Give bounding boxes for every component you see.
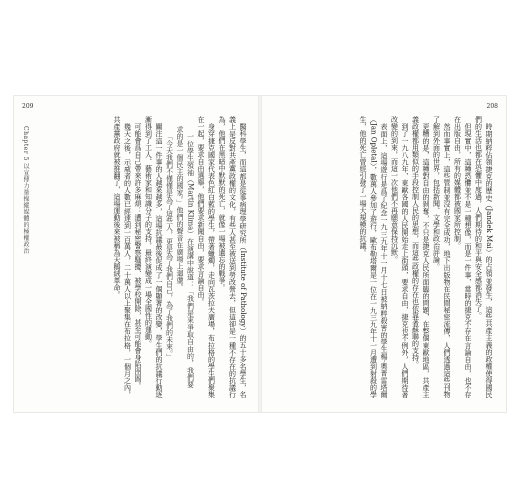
body-text bbox=[36, 116, 248, 398]
paragraph: 更糟的是，這種對自由的剝奪，不只是捷克人民所面臨的問題，在整個東歐地區，共產主義政權都用類似的手段控制人民的思想，而這些政權的存在也依靠著蘇聯的支持。 bbox=[411, 116, 430, 398]
paragraph: 然而事實上，這些管制並沒有完全成功，地下出版物在民間秘密流傳，人們透過這些刊物了解到外面的世界，包括新聞、文學和政治評論。 bbox=[432, 116, 451, 398]
body-text bbox=[272, 116, 494, 398]
right-page bbox=[260, 96, 506, 412]
page-number: 209 bbox=[22, 103, 34, 110]
paragraph: 但現實中，這種恐懼並不是一種想像，而是一件事，當時的捷克不存在言論自由，也不存在出版自由，所有的媒體都被國家所控制。 bbox=[453, 116, 472, 398]
paragraph: 幾天之後，示威者的人數已經達到一百萬人，二十萬人以上聚集在布拉格，一個月之內，共產黨政府就被推翻了，這場運動後來被稱為天鵝絨革命。 bbox=[113, 116, 132, 398]
block-quote: 「今天我們不僅僅是為了這些人，更是為了我們自己，為了我們的未來。」 bbox=[165, 133, 174, 361]
page-number: 208 bbox=[486, 103, 498, 110]
paragraph: 時期納粹佔領捷克的歷史（Jandek Mai）的占領並發生，這些共產主義的政權使得國民們的生活也都在恐懼中度過，人們期待的和平與安全感都消失了。 bbox=[474, 116, 493, 398]
book-spread bbox=[14, 96, 506, 412]
left-page bbox=[14, 96, 260, 412]
paragraph: 關注這一件事的人越來越多，這場抗議最後促成了一個顯著的改變，學生們的抗議行動逐漸得到了工人、藝術家和知識分子的支持，最終演變成一場全國性的運動。 bbox=[144, 116, 163, 398]
block-quote: 一位學生領袖（Martin Klima）在演講中說道：「我們是來爭取自由的，我們要求的是一個民主的國家。」他們的聲音在廣場上迴盪。 bbox=[176, 126, 195, 388]
paragraph: 醫科學生，而這都是從事病理學研究所（Institute of Pathology）的五十多名學生，名義上是反對共產黨政權的文化，有些人甚至被送到勞改營去，但這卻是一種不存在的抗議行為，他們在黑暗中默默的死亡，就像一場被遺忘的戰爭。 bbox=[218, 116, 247, 398]
running-head: Chapter 5 以宣傳力量操縱媒體的極權政治 bbox=[22, 126, 29, 255]
paragraph: 身穿捷克國家代表色紅白藍的學生，帶著蠟燭，走向瓦茨拉夫廣場，布拉格的學生們聚集在一起，要求自由選舉，他們要求新聞自由，要求言論自由。 bbox=[197, 116, 216, 398]
paragraph: 表面上，這場遊行是爲了紀念一九三九年十一月十七日被納粹殺害的學生楊·奧普雷塔爾（Jan Opletal），數萬人參加了遊行，歐布勒塔爾是一位在一九三九年十一月遭到射殺的學生，他的死亡曾經引發了一場大規模的抗議。 bbox=[359, 116, 388, 398]
paragraph: 到了一九八九年，東歐各國的人民開始走上街頭，要求自由，捷克也不例外，人們期待著改變的到來，而這一次他們不再願意保持沉默。 bbox=[390, 116, 409, 398]
paragraph: 可能會爲自己帶來許多麻煩：遭到秘密警察騷擾、被學校開除，甚至可能會身陷囹圄。 bbox=[134, 123, 142, 389]
